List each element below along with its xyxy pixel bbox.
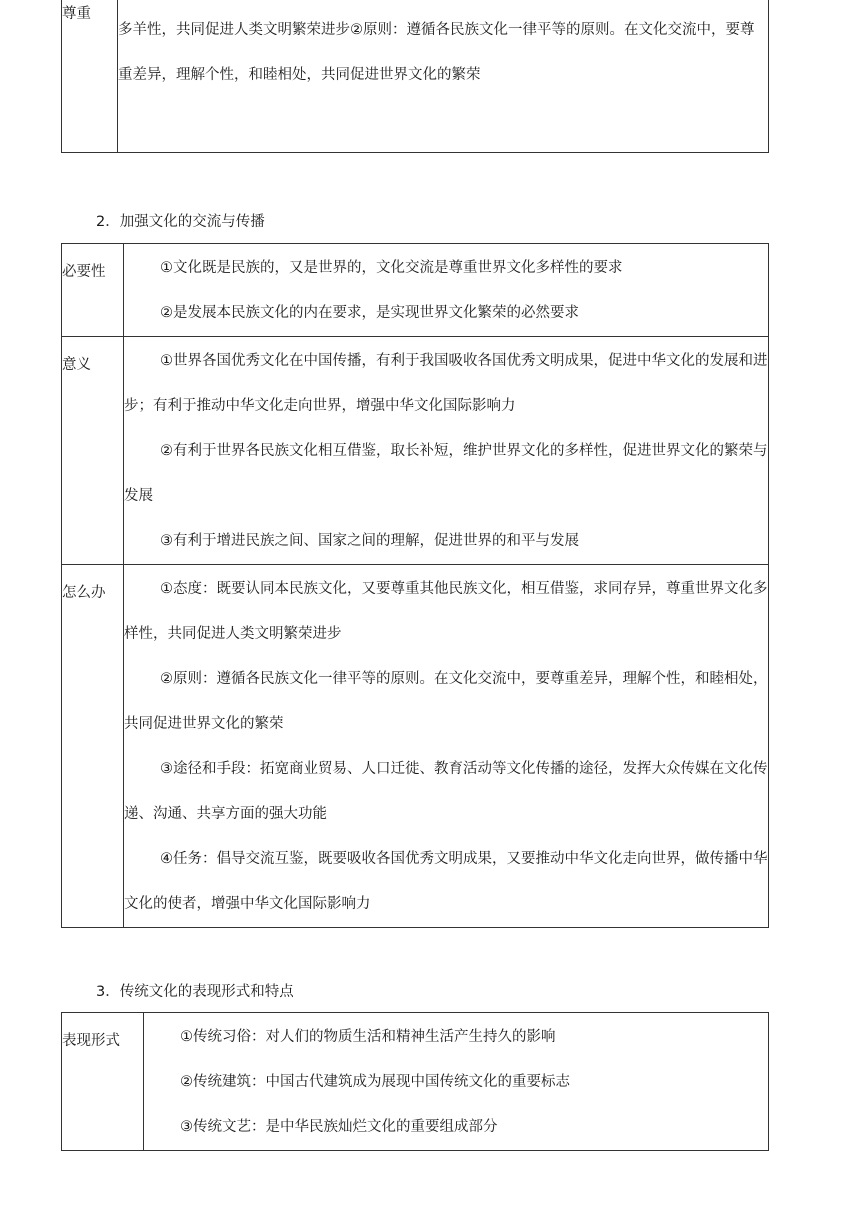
paragraph: ②有利于世界各民族文化相互借鉴，取长补短，维护世界文化的多样性，促进世界文化的繁荣与发展 [124, 443, 768, 504]
row-label-significance: 意义 [62, 337, 124, 565]
row-content-significance [124, 337, 769, 565]
row-content-respect [118, 0, 769, 153]
row-content-necessity [124, 244, 769, 337]
paragraph: ②原则：遵循各民族文化一律平等的原则。在文化交流中，要尊重差异，理解个性，和睦相处，共同促进世界文化的繁荣 [124, 671, 768, 732]
paragraph: ②传统建筑：中国古代建筑成为展现中国传统文化的重要标志 [180, 1074, 570, 1090]
respect-table [61, 0, 769, 153]
table-row [62, 244, 769, 337]
paragraph: ①文化既是民族的，又是世界的，文化交流是尊重世界文化多样性的要求 [160, 260, 623, 276]
paragraph: ③有利于增进民族之间、国家之间的理解，促进世界的和平与发展 [160, 533, 579, 549]
table-row [62, 565, 769, 928]
paragraph: ①态度：既要认同本民族文化，又要尊重其他民族文化，相互借鉴，求同存异，尊重世界文化多样性，共同促进人类文明繁荣进步 [124, 581, 768, 642]
paragraph: ②是发展本民族文化的内在要求，是实现世界文化繁荣的必然要求 [160, 305, 579, 321]
row-label-forms: 表现形式 [62, 1013, 144, 1151]
paragraph: ①世界各国优秀文化在中国传播，有利于我国吸收各国优秀文明成果，促进中华文化的发展和进步；有利于推动中华文化走向世界，增强中华文化国际影响力 [124, 353, 768, 414]
row-content-forms [144, 1013, 769, 1151]
row-label-necessity: 必要性 [62, 244, 124, 337]
section-heading-3: 3．传统文化的表现形式和特点 [96, 984, 294, 1000]
table-row [62, 0, 769, 153]
row-label-respect: 尊重 [62, 0, 118, 153]
row-content-approach [124, 565, 769, 928]
row-label-approach: 怎么办 [62, 565, 124, 928]
paragraph: ④任务：倡导交流互鉴，既要吸收各国优秀文明成果，又要推动中华文化走向世界，做传播中华文化的使者，增强中华文化国际影响力 [124, 851, 768, 912]
table-row [62, 337, 769, 565]
paragraph: 多羊性，共同促进人类文明繁荣进步②原则：遵循各民族文化一律平等的原则。在文化交流中，要尊重差异，理解个性，和睦相处，共同促进世界文化的繁荣 [118, 22, 755, 83]
section-heading-2: 2．加强文化的交流与传播 [96, 214, 265, 230]
paragraph: ③传统文艺：是中华民族灿烂文化的重要组成部分 [180, 1119, 498, 1135]
exchange-table [61, 243, 769, 928]
table-row [62, 1013, 769, 1151]
paragraph: ①传统习俗：对人们的物质生活和精神生活产生持久的影响 [180, 1029, 556, 1045]
paragraph: ③途径和手段：拓宽商业贸易、人口迁徙、教育活动等文化传播的途径，发挥大众传媒在文化传递、沟通、共享方面的强大功能 [124, 761, 768, 822]
traditional-culture-table [61, 1012, 769, 1151]
